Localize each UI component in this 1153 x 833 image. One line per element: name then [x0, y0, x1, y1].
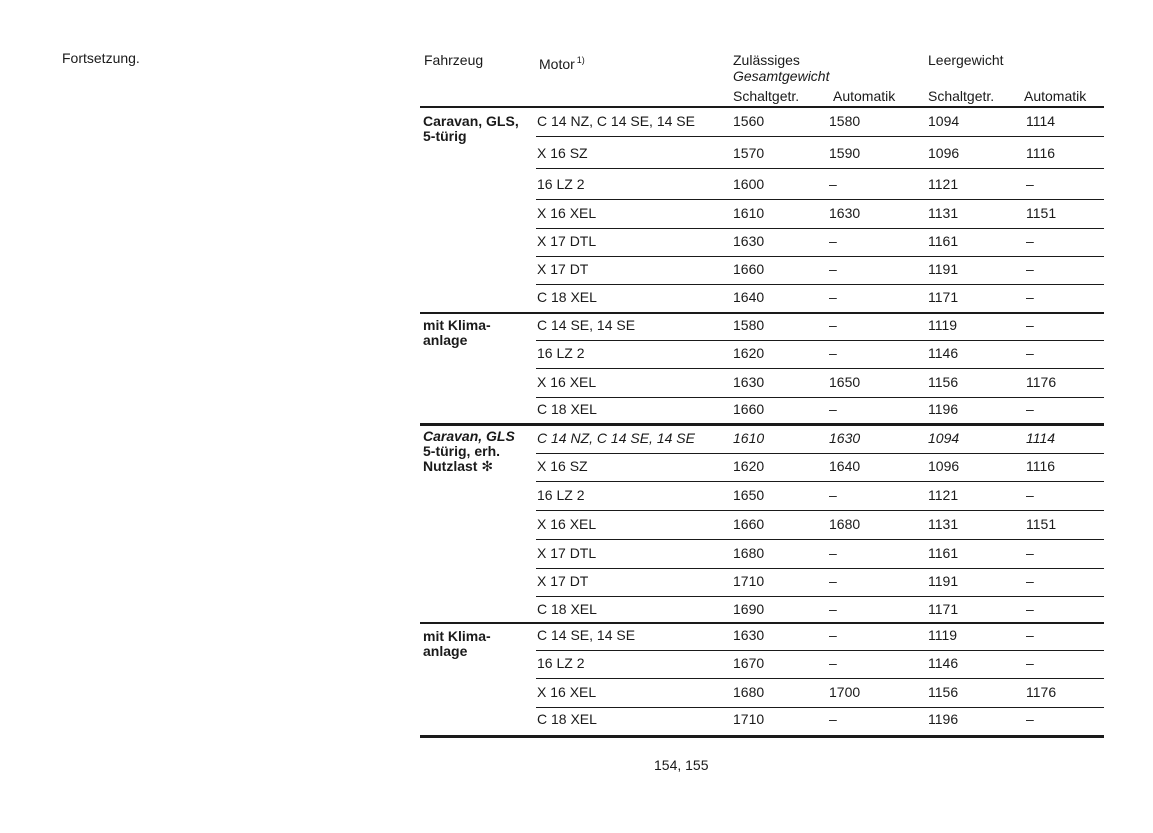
empty-manual-cell: 1191	[928, 573, 959, 589]
table-row	[536, 285, 1104, 313]
header-manual-empty: Schaltgetr.	[928, 88, 995, 104]
row-divider	[536, 199, 1104, 200]
gross-auto-cell: –	[829, 627, 837, 643]
header-vehicle: Fahrzeug	[424, 52, 484, 68]
group-label-line: anlage	[423, 643, 468, 659]
engine-cell: 16 LZ 2	[537, 487, 585, 503]
gross-manual-cell: 1680	[733, 545, 765, 561]
gross-manual-cell: 1660	[733, 516, 765, 532]
row-divider	[536, 678, 1104, 679]
empty-auto-cell: 1176	[1026, 374, 1057, 390]
empty-manual-cell: 1171	[928, 289, 959, 305]
empty-manual-cell: 1119	[928, 627, 958, 643]
footnote-marker: 1)	[576, 55, 585, 65]
empty-manual-cell: 1096	[928, 145, 960, 161]
gross-auto-cell: –	[829, 233, 837, 249]
bottom-rule	[420, 735, 1104, 738]
table-row	[536, 141, 1104, 169]
page-reference: 154, 155	[654, 757, 709, 773]
header-rule	[420, 106, 1104, 108]
engine-cell: C 18 XEL	[537, 711, 597, 727]
empty-auto-cell: –	[1026, 261, 1034, 277]
empty-manual-cell: 1146	[928, 345, 959, 361]
table-row	[536, 680, 1104, 708]
gross-auto-cell: 1700	[829, 684, 861, 700]
engine-cell: X 16 SZ	[537, 145, 588, 161]
empty-manual-cell: 1094	[928, 113, 960, 129]
engine-cell: X 16 XEL	[537, 205, 597, 221]
engine-cell: 16 LZ 2	[537, 655, 585, 671]
empty-auto-cell: –	[1026, 317, 1034, 333]
gross-manual-cell: 1630	[733, 233, 765, 249]
header-engine	[539, 52, 585, 72]
engine-cell: C 18 XEL	[537, 401, 597, 417]
table-row	[536, 454, 1104, 482]
table-row	[536, 201, 1104, 229]
gross-manual-cell: 1710	[733, 711, 765, 727]
table-row	[536, 651, 1104, 679]
engine-cell: X 17 DT	[537, 261, 589, 277]
empty-auto-cell: –	[1026, 233, 1034, 249]
gross-manual-cell: 1680	[733, 684, 765, 700]
gross-auto-cell: 1630	[829, 430, 861, 446]
empty-manual-cell: 1146	[928, 655, 959, 671]
gross-manual-cell: 1630	[733, 374, 765, 390]
group-label	[423, 318, 491, 348]
group-label-line: 5-türig, erh.	[423, 443, 501, 459]
gross-manual-cell: 1620	[733, 458, 765, 474]
table-row	[536, 623, 1104, 651]
engine-cell: X 17 DTL	[537, 545, 597, 561]
table-row	[536, 707, 1104, 735]
empty-auto-cell: 1114	[1026, 113, 1056, 129]
gross-auto-cell: –	[829, 401, 837, 417]
empty-manual-cell: 1171	[928, 601, 959, 617]
engine-cell: 16 LZ 2	[537, 345, 585, 361]
row-divider	[536, 539, 1104, 540]
group-label-line: Caravan, GLS,	[423, 113, 519, 129]
table-row	[536, 483, 1104, 511]
empty-auto-cell: –	[1026, 176, 1034, 192]
header-gross-weight-line2	[733, 68, 829, 84]
empty-auto-cell: 1151	[1026, 516, 1057, 532]
gross-manual-cell: 1710	[733, 573, 765, 589]
empty-auto-cell: –	[1026, 487, 1034, 503]
empty-auto-cell: –	[1026, 573, 1034, 589]
empty-auto-cell: –	[1026, 711, 1034, 727]
gross-manual-cell: 1620	[733, 345, 765, 361]
empty-auto-cell: –	[1026, 289, 1034, 305]
gross-manual-cell: 1670	[733, 655, 765, 671]
gross-auto-cell: –	[829, 655, 837, 671]
empty-auto-cell: 1116	[1026, 458, 1056, 474]
empty-manual-cell: 1156	[928, 684, 959, 700]
header-auto-gross: Automatik	[833, 88, 896, 104]
table-row	[536, 370, 1104, 398]
group-label-italic: Caravan, GLS	[423, 428, 515, 444]
empty-manual-cell: 1161	[928, 545, 959, 561]
table-row	[536, 172, 1104, 200]
gross-manual-cell: 1570	[733, 145, 765, 161]
empty-manual-cell: 1161	[928, 233, 959, 249]
gross-auto-cell: –	[829, 345, 837, 361]
header-gross-weight-line1: Zulässiges	[733, 52, 800, 68]
table-row	[536, 397, 1104, 425]
gross-auto-cell: –	[829, 317, 837, 333]
empty-manual-cell: 1156	[928, 374, 959, 390]
gross-manual-cell: 1610	[733, 430, 765, 446]
gross-auto-cell: –	[829, 261, 837, 277]
gross-auto-cell: 1590	[829, 145, 861, 161]
row-divider	[536, 136, 1104, 137]
engine-cell: X 16 XEL	[537, 516, 597, 532]
gross-manual-cell: 1630	[733, 627, 765, 643]
row-divider	[536, 481, 1104, 482]
group-label-line: Nutzlast ✻	[423, 458, 494, 474]
table-row	[536, 313, 1104, 341]
empty-manual-cell: 1131	[928, 516, 959, 532]
gross-auto-cell: –	[829, 601, 837, 617]
engine-cell: X 17 DTL	[537, 233, 597, 249]
gross-auto-cell: –	[829, 545, 837, 561]
empty-manual-cell: 1131	[928, 205, 959, 221]
header-engine-label: Motor	[539, 56, 575, 72]
table-row	[536, 257, 1104, 285]
engine-cell: 16 LZ 2	[537, 176, 585, 192]
gross-auto-cell: –	[829, 289, 837, 305]
gross-auto-cell: 1680	[829, 516, 861, 532]
empty-auto-cell: –	[1026, 545, 1034, 561]
header-empty-weight: Leergewicht	[928, 52, 1004, 68]
gross-auto-cell: 1630	[829, 205, 861, 221]
gross-auto-cell: 1580	[829, 113, 861, 129]
engine-cell: C 18 XEL	[537, 601, 597, 617]
gross-auto-cell: –	[829, 711, 837, 727]
engine-cell: X 16 XEL	[537, 684, 597, 700]
group-label-line	[423, 429, 515, 444]
table-row	[536, 229, 1104, 257]
empty-manual-cell: 1094	[928, 430, 960, 446]
group-label-line: 5-türig	[423, 128, 467, 144]
empty-auto-cell: 1176	[1026, 684, 1057, 700]
engine-cell: C 14 NZ, C 14 SE, 14 SE	[537, 113, 695, 129]
header-auto-empty: Automatik	[1024, 88, 1087, 104]
row-divider	[536, 168, 1104, 169]
table-row	[536, 426, 1104, 454]
empty-manual-cell: 1119	[928, 317, 958, 333]
engine-cell: C 14 NZ, C 14 SE, 14 SE	[537, 430, 695, 446]
table-row	[536, 341, 1104, 369]
empty-auto-cell: –	[1026, 401, 1034, 417]
gross-manual-cell: 1660	[733, 401, 765, 417]
empty-auto-cell: –	[1026, 601, 1034, 617]
gross-manual-cell: 1560	[733, 113, 765, 129]
table-row	[536, 512, 1104, 540]
header-gross-weight-line2-text: Gesamtgewicht	[733, 68, 830, 84]
group-label	[423, 429, 515, 474]
row-divider	[536, 510, 1104, 511]
engine-cell: X 16 SZ	[537, 458, 588, 474]
gross-auto-cell: –	[829, 176, 837, 192]
empty-auto-cell: –	[1026, 655, 1034, 671]
empty-auto-cell: 1114	[1026, 430, 1056, 446]
table-row	[536, 569, 1104, 597]
group-label-line: mit Klima-	[423, 628, 491, 644]
gross-auto-cell: 1640	[829, 458, 861, 474]
gross-manual-cell: 1600	[733, 176, 765, 192]
engine-cell: X 17 DT	[537, 573, 589, 589]
group-label-line: anlage	[423, 332, 468, 348]
empty-manual-cell: 1121	[928, 176, 959, 192]
engine-cell: X 16 XEL	[537, 374, 597, 390]
empty-manual-cell: 1196	[928, 401, 959, 417]
continuation-label: Fortsetzung.	[62, 50, 140, 66]
gross-manual-cell: 1640	[733, 289, 765, 305]
group-label	[423, 114, 519, 144]
group-label-line: mit Klima-	[423, 317, 491, 333]
group-label	[423, 629, 491, 659]
gross-auto-cell: –	[829, 573, 837, 589]
table-row	[536, 541, 1104, 569]
empty-auto-cell: 1116	[1026, 145, 1056, 161]
engine-cell: C 18 XEL	[537, 289, 597, 305]
gross-auto-cell: 1650	[829, 374, 861, 390]
gross-manual-cell: 1610	[733, 205, 765, 221]
engine-cell: C 14 SE, 14 SE	[537, 317, 636, 333]
empty-manual-cell: 1096	[928, 458, 960, 474]
empty-auto-cell: 1151	[1026, 205, 1057, 221]
empty-auto-cell: –	[1026, 627, 1034, 643]
empty-manual-cell: 1121	[928, 487, 959, 503]
empty-manual-cell: 1191	[928, 261, 959, 277]
table-row	[536, 597, 1104, 625]
engine-cell: C 14 SE, 14 SE	[537, 627, 636, 643]
gross-manual-cell: 1660	[733, 261, 765, 277]
empty-auto-cell: –	[1026, 345, 1034, 361]
row-divider	[536, 368, 1104, 369]
gross-manual-cell: 1580	[733, 317, 765, 333]
gross-manual-cell: 1650	[733, 487, 765, 503]
empty-manual-cell: 1196	[928, 711, 959, 727]
table-row	[536, 109, 1104, 137]
gross-auto-cell: –	[829, 487, 837, 503]
header-manual-gross: Schaltgetr.	[733, 88, 800, 104]
gross-manual-cell: 1690	[733, 601, 765, 617]
